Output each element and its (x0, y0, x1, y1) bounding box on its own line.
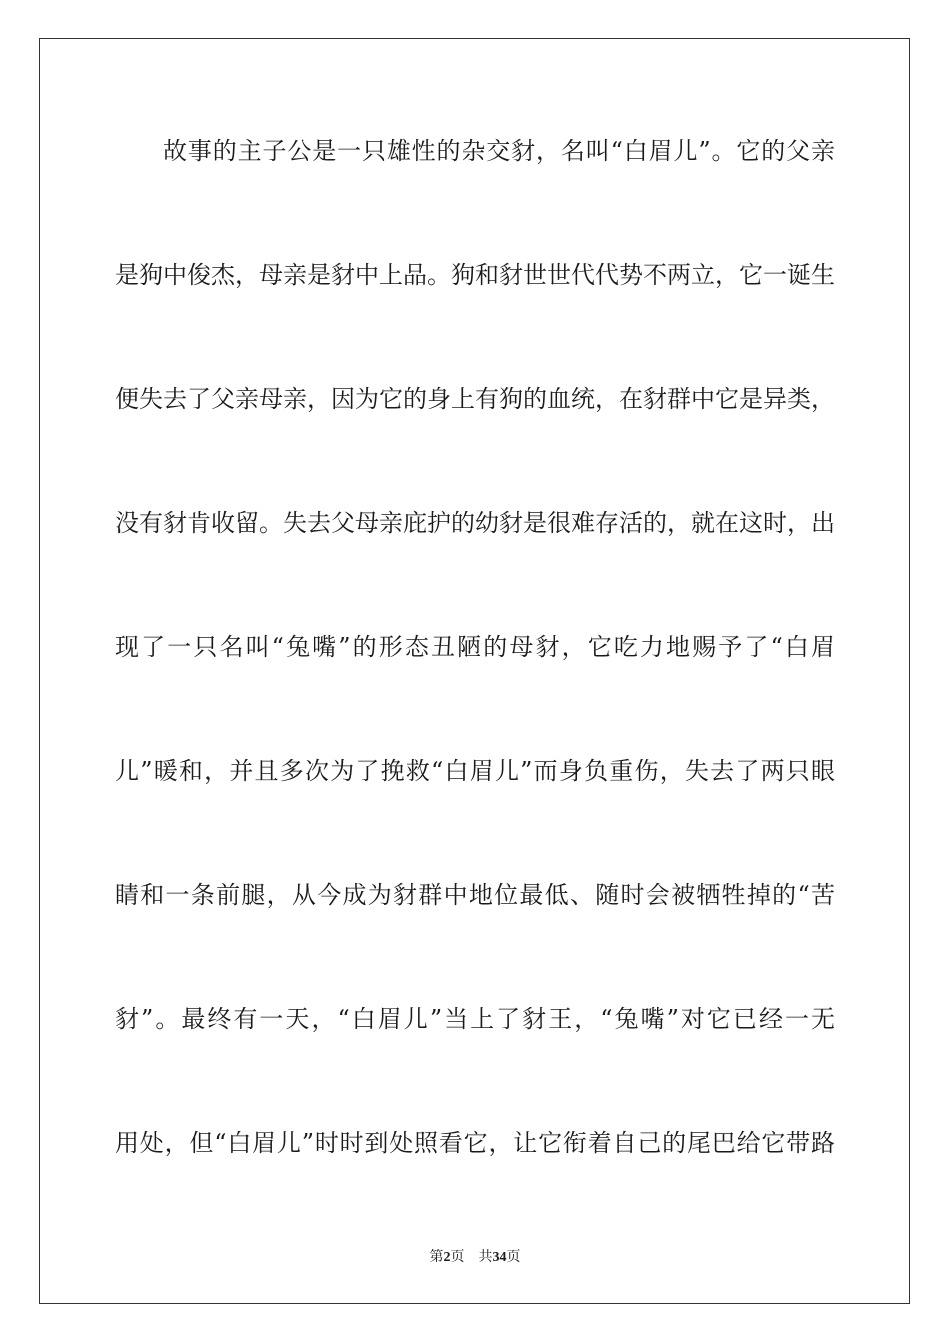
page-prefix: 第 (429, 1249, 444, 1265)
body-line: 便失去了父亲母亲，因为它的身上有狗的血统，在豺群中它是异类， (115, 385, 835, 413)
body-line: 睛和一条前腿，从今成为豺群中地位最低、随时会被牺牲掉的“苦 (115, 881, 835, 909)
body-line: 现了一只名叫“兔嘴”的形态丑陋的母豺，它吃力地赐予了“白眉 (115, 633, 835, 661)
body-line: 儿”暖和，并且多次为了挽救“白眉儿”而身负重伤，失去了两只眼 (115, 757, 835, 785)
body-text (115, 127, 835, 1243)
total-suffix: 页 (506, 1249, 521, 1265)
body-line: 没有豺肯收留。失去父母亲庇护的幼豺是很难存活的，就在这时，出 (115, 509, 835, 537)
body-line: 故事的主子公是一只雄性的杂交豺，名叫“白眉儿”。它的父亲 (163, 137, 835, 165)
total-prefix: 共 (478, 1249, 493, 1265)
page-number: 2 (443, 1250, 451, 1265)
page-footer (0, 1246, 950, 1266)
page-suffix: 页 (450, 1249, 465, 1265)
total-pages: 34 (492, 1250, 507, 1265)
body-line: 用处，但“白眉儿”时时到处照看它，让它衔着自己的尾巴给它带路 (115, 1129, 835, 1157)
body-line: 豺”。最终有一天，“白眉儿”当上了豺王，“兔嘴”对它已经一无 (115, 1005, 835, 1033)
body-line: 是狗中俊杰，母亲是豺中上品。狗和豺世世代代势不两立，它一诞生 (115, 261, 835, 289)
